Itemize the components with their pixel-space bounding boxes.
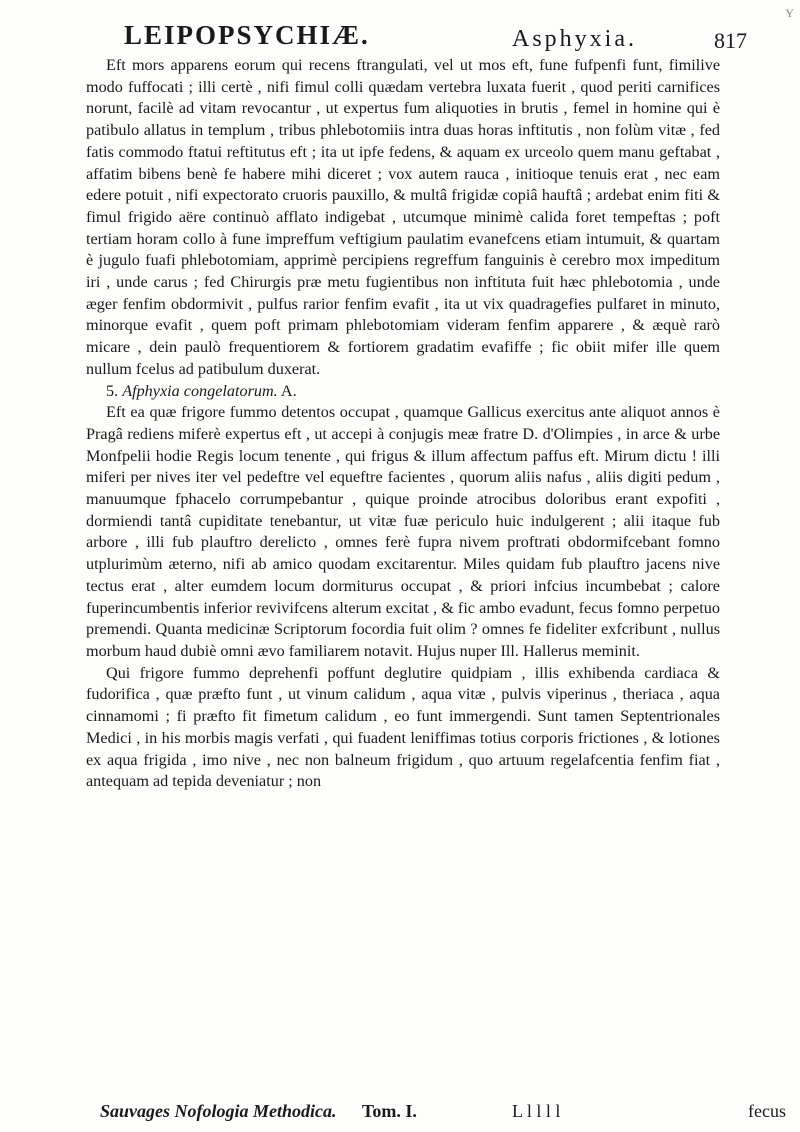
body-text [86, 55, 720, 793]
footer-catchword: fecus [748, 1101, 786, 1121]
footer-signature: L l l l l [512, 1101, 561, 1121]
page-header [74, 20, 774, 60]
section-heading: Asphyxia. [512, 26, 637, 52]
paragraph: Qui frigore fummo deprehenfi poffunt deglutire quidpiam , illis exhibenda cardiaca & fudorifica , quæ præfto funt , ut vinum calidum , aqua vitæ , pulvis viperinus , theriaca , aqua cinnamomi ; fi præfto fit fimetum calidum , eo funt immergendi. Sunt tamen Septentrionales Medici , in his morbis magis verfati , qui fuadent leniffimas totius corporis frictiones , & lotiones ex aqua frigida , imo nive , nec non balneum frigidum , quo artuum regelafcentia fenfim fiat , antequam ad tepida deveniatur ; non [86, 663, 720, 791]
subsection-letter: A. [280, 381, 297, 400]
paragraph: Eft ea quæ frigore fummo detentos occupat , quamque Gallicus exercitus ante aliquot annos è Pragâ rediens miferè expertus eft , ut accepi à conjugis meæ fratre D. d'Olimpies , in arce & urbe Monfpelii hodie Regis locum tenente , qui frigus & illum affectum paffus eft. Mirum dictu ! illi miferi per nives iter vel pedeftre vel equeftre facientes , quorum aliis nafus , aliis digiti pedum , manuumque fphacelo corrumpebantur , quique proinde atrocibus doloribus erant expofiti , dormiendi tantâ cupiditate tenebantur, ut vitæ fuæ periculo huic indulgerent ; alii itaque fub arbore , illi fub plauftro derelicto , omnes ferè fupra nivem proftrati obdormifcebant fomno utplurimùm æterno, nifi ab amico quodam excitarentur. Miles quidam fub plauftro jacens nive tectus erat , alter eumdem locum dormiturus occupat , & priori infcius incumbebat ; calore fuperincumbentis inferior revivifcens alterum excitat , & fic ambo evadunt, fecus fomno perpetuo premendi. Quanta medicinæ Scriptorum focordia fuit olim ? omnes fe fideliter exfcribunt , nullus morbum haud dubiè omni ævo familiarem notavit. Hujus nuper Ill. Hallerus meminit. [86, 403, 720, 660]
page-number: 817 [714, 28, 747, 53]
footer-volume: Tom. I. [362, 1101, 417, 1121]
subsection-number: 5. [106, 381, 119, 400]
page-footer [100, 1101, 790, 1127]
corner-mark: Y [785, 6, 794, 20]
paragraph: Eft mors apparens eorum qui recens ftrangulati, vel ut mos eft, fune fufpenfi funt, fimilive modo fuffocati ; illi certè , nifi fimul colli quædam vertebra luxata fuerit , quod periti carnifices norunt, facilè ad vitam revocantur , ut expertus fum aliquoties in brutis , femel in homine qui è patibulo allatus in templum , tribus phlebotomiis intra duas horas inftitutis , non folùm vitæ , fed fatis commodo ftatui reftitutus eft ; ita ut ipfe fedens, & aquam ex urceolo quem manu geftabat , affatim bibens benè fe habere mihi diceret ; vox autem rauca , initioque tenuis erat , nec eam edere potuit , nifi expectorato cruoris pauxillo, & multâ frigidæ copiâ hauftâ ; ardebat enim fiti & fimul frigido aëre continuò afflato indigebat , utcumque minimè calida foret tempeftas ; poft tertiam horam collo à fune impreffum veftigium paulatim evanefcens etiam intumuit, & quartam è jugulo fuafi phlebotomiam, apprimè percipiens regreffum fanguinis è cerebro mox impeditum iri , unde carus ; fed Chirurgis præ metu fugientibus non inftituta fuit hæc phlebotomia , unde æger fenfim obdormivit , pulfus rarior fenfim evafit , ita ut vix quadragefies pulfaret in minuto, minorque evafit , quem poft primam phlebotomiam videram fenfim apparere , & æquè rarò micare , dein paulò frequentiorem & fortiorem gradatim evafiffe ; fic obiit mifer ille quem nullum fcelus ad patibulum duxerat. [86, 56, 720, 378]
running-title: LEIPOPSYCHIÆ. [124, 20, 370, 50]
subsection-title: Afphyxia congelatorum. [122, 381, 278, 400]
subsection-heading [86, 381, 720, 403]
footer-book-title: Sauvages Nofologia Methodica. [100, 1101, 337, 1121]
